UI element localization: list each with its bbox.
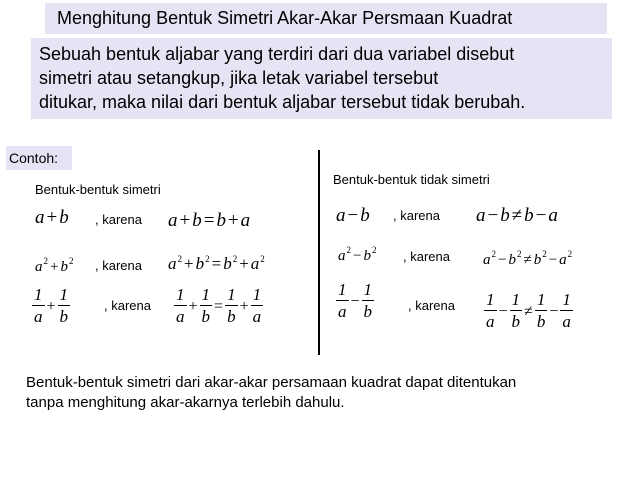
karena-label: , karena [393,208,440,223]
nonsym-expr-2: $a^2 - b^2$ [338,245,377,264]
conclusion-line: tanpa menghitung akar-akarnya terlebih dahulu. [26,394,345,411]
conclusion-text [26,373,516,413]
sym-reason-2: $a^2 + b^2 = b^2 + a^2$ [168,254,265,273]
karena-label: , karena [95,212,142,227]
example-label: Contoh: [6,146,72,170]
sym-expr-3: $\frac{1}{a}$ + $\frac{1}{b}$ [34,285,69,326]
definition-line: simetri atau setangkup, jika letak variabel tersebut [39,68,439,88]
nonsym-expr-1: a − b [336,205,370,226]
symmetric-heading: Bentuk-bentuk simetri [35,182,161,197]
nonsym-reason-1: a − b ≠ b − a [476,205,558,226]
nonsymmetric-heading: Bentuk-bentuk tidak simetri [333,172,490,187]
definition-box [31,38,612,119]
karena-label: , karena [104,298,151,313]
sym-expr-2: $a^2 + b^2$ [35,256,74,275]
definition-line: Sebuah bentuk aljabar yang terdiri dari dua variabel disebut [39,44,515,64]
definition-line: ditukar, maka nilai dari bentuk aljabar tersebut tidak berubah. [39,92,526,112]
nonsym-reason-2: $a^2 - b^2 \ne b^2 - a^2$ [483,249,573,268]
column-divider [318,150,320,355]
karena-label: , karena [408,298,455,313]
sym-reason-1: a + b = b + a [168,210,251,231]
nonsym-reason-3: $\frac{1}{a}$ − $\frac{1}{b}$ ≠ $\frac{1}{b}$ − $\frac{1}{a}$ [486,290,571,331]
sym-reason-3: $\frac{1}{a}$ + $\frac{1}{b}$ = $\frac{1}{b}$ + $\frac{1}{a}$ [176,285,262,326]
nonsym-expr-3: $\frac{1}{a}$ − $\frac{1}{b}$ [338,280,373,321]
slide-title: Menghitung Bentuk Simetri Akar-Akar Persmaan Kuadrat [45,3,607,34]
karena-label: , karena [95,258,142,273]
karena-label: , karena [403,249,450,264]
conclusion-line: Bentuk-bentuk simetri dari akar-akar persamaan kuadrat dapat ditentukan [26,374,517,391]
sym-expr-1: a + b [35,207,69,228]
